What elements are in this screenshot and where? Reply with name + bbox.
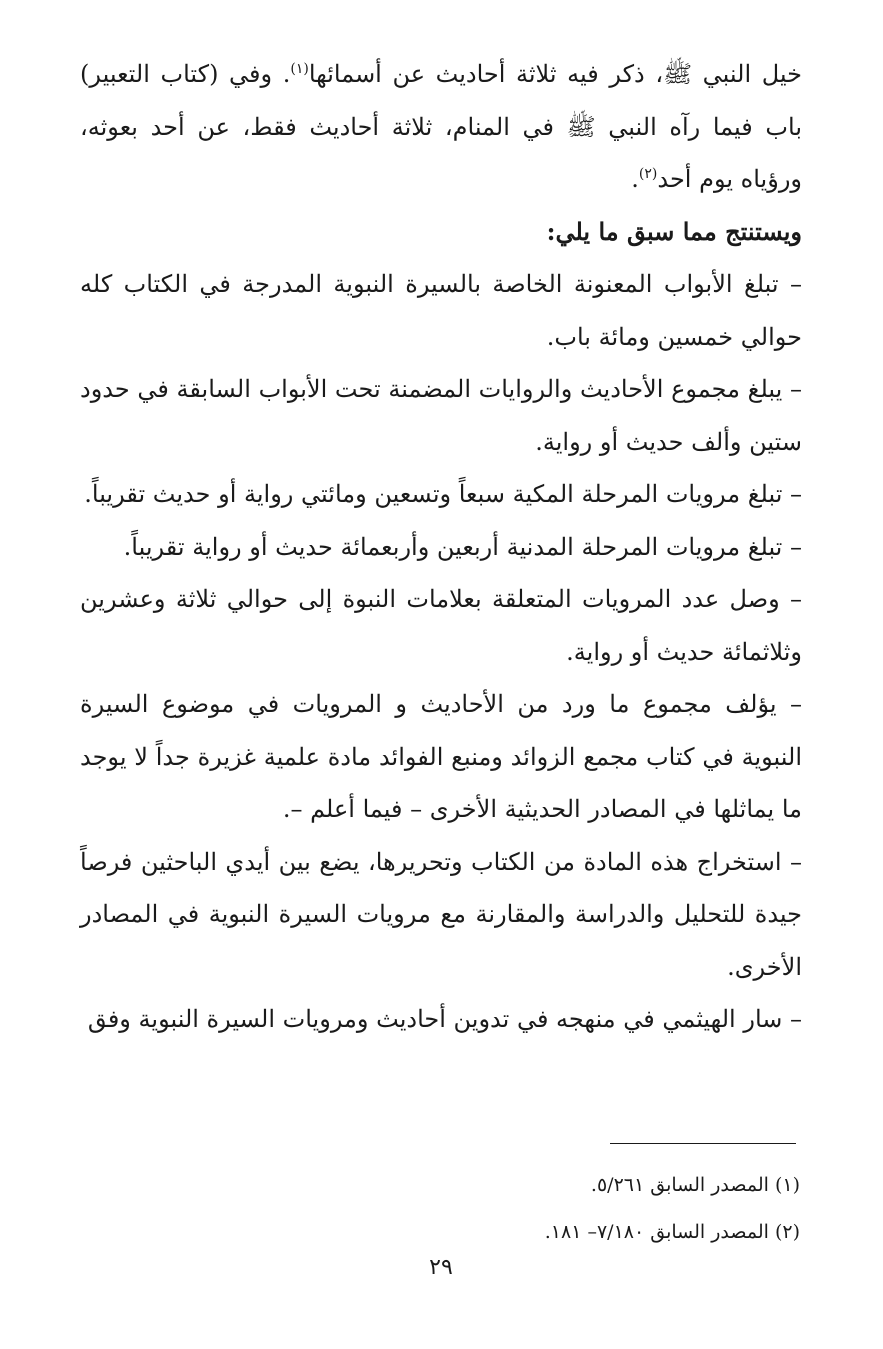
page-number: ٢٩ [429,1255,453,1280]
footnote-1: (١) المصدر السابق ٥/٢٦١. [590,1174,800,1196]
main-text [80,48,802,1046]
point-7: – استخراج هذه المادة من الكتاب وتحريرها، يضع بين أيدي الباحثين فرصاً جيدة للتحليل والدراسة والمقارنة مع مرويات السيرة النبوية في المصادر الأخرى. [80,847,802,981]
intro-text: خيل النبي ﷺ، ذكر فيه ثلاثة أحاديث عن أسمائها [308,60,802,88]
footnote-ref-2[interactable]: (٢) [638,166,658,182]
point-4: – تبلغ مرويات المرحلة المدنية أربعين وأربعمائة حديث أو رواية تقريباً. [123,532,802,561]
footnote-2: (٢) المصدر السابق ٧/١٨٠– ١٨١. [544,1221,800,1243]
footnotes [300,1162,800,1256]
intro-paragraph [80,48,802,206]
point-3: – تبلغ مرويات المرحلة المكية سبعاً وتسعين ومائتي رواية أو حديث تقريباً. [84,480,802,508]
intro-text-end: . [631,165,639,193]
conclusions-heading: ويستنتج مما سبق ما يلي: [546,216,802,246]
point-8: – سار الهيثمي في منهجه في تدوين أحاديث ومرويات السيرة النبوية وفق [87,1005,802,1033]
point-2: – يبلغ مجموع الأحاديث والروايات المضمنة تحت الأبواب السابقة في حدود ستين وألف حديث أو رواية. [80,375,802,456]
point-5: – وصل عدد المرويات المتعلقة بعلامات النبوة إلى حوالي ثلاثة وعشرين وثلاثمائة حديث أو رواية. [80,585,802,666]
point-1: – تبلغ الأبواب المعنونة الخاصة بالسيرة النبوية المدرجة في الكتاب كله حوالي خمسين ومائة باب. [80,270,802,351]
footnote-divider [610,1143,796,1144]
footnote-ref-1[interactable]: (١) [290,61,309,77]
intro-text-continued: . وفي (كتاب التعبير) باب فيما رآه النبي ﷺ في المنام، ثلاثة أحاديث فقط، عن أحد بعوثه، ورؤياه يوم أحد [80,60,802,193]
point-6: – يؤلف مجموع ما ورد من الأحاديث و المرويات في موضوع السيرة النبوية في كتاب مجمع الزوائد ومنبع الفوائد مادة علمية غزيرة جداً لا يوجد ما يماثلها في المصادر الحديثية الأخرى – فيما أعلم –. [80,690,802,823]
